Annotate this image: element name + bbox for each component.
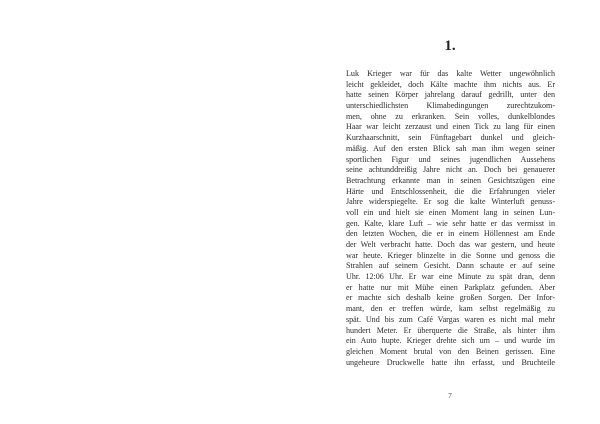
text-line: Haar war leicht zerzaust und einen Tick zu lang für einen [346, 122, 555, 132]
text-line: ungeheure Druckwelle hatte ihn erfasst, und Bruchteile [346, 357, 555, 367]
text-line: der Welt verbracht hatte. Doch das war gestern, und heute [346, 240, 555, 249]
text-line: er machte sich deshalb keine großen Sorgen. Der Infor- [346, 293, 555, 303]
text-line: Luk Krieger war für das kalte Wetter ungewöhnlich [346, 69, 555, 78]
text-line: spät. Und bis zum Café Vargas waren es nicht mal mehr [346, 314, 555, 324]
body-text [346, 69, 555, 368]
text-line: leicht gekleidet, doch Kälte machte ihm nichts aus. Er [346, 79, 555, 89]
text-line: den letzten Wochen, die er in einem Höllennest am Ende [346, 229, 555, 239]
text-line: ein Auto hupte. Krieger drehte sich um – und wurde im [346, 336, 555, 346]
text-line: gen. Kalte, klare Luft – wie sehr hatte er das vermisst in [346, 218, 555, 228]
text-line: seine achtunddreißig Jahre nicht an. Doch bei genauerer [346, 165, 555, 175]
text-line: mäßig. Auf den ersten Blick sah man ihm wegen seiner [346, 143, 555, 153]
text-line: Uhr. 12:06 Uhr. Er war eine Minute zu spät dran, denn [346, 272, 555, 282]
text-line: mant, den er treffen würde, kam selbst regelmäßig zu [346, 304, 555, 314]
text-line: gleichen Moment brutal von den Beinen gerissen. Eine [346, 346, 555, 356]
text-line: Betrachtung erkannte man in seinen Gesichtszügen eine [346, 175, 555, 185]
text-line: Jahre widerspiegelte. Er sog die kalte Winterluft genuss- [346, 197, 555, 207]
text-line: men, ohne zu erkranken. Sein volles, dunkelblondes [346, 111, 555, 121]
text-line: Strahlen auf seinem Gesicht. Dann schaute er auf seine [346, 261, 555, 271]
text-line: Härte und Entschlossenheit, die die Erfahrungen vieler [346, 186, 555, 196]
text-line: hatte seinen Körper jahrelang darauf gedrillt, unter den [346, 90, 555, 100]
text-line: unterschiedlichsten Klimabedingungen zurechtzukom- [346, 101, 555, 111]
chapter-heading: 1. [444, 38, 456, 54]
page-number: 7 [448, 392, 452, 400]
text-line: war heute. Krieger blinzelte in die Sonne und genoss die [346, 250, 555, 260]
text-line: voll ein und hielt sie einen Moment lang in seinen Lun- [346, 207, 555, 217]
text-line: hundert Meter. Er überquerte die Straße, als hinter ihm [346, 325, 555, 335]
text-line: er hatte nur mit Mühe einen Parkplatz gefunden. Aber [346, 282, 555, 292]
right-page [300, 0, 600, 424]
text-line: sportlichen Figur und seines jugendlichen Aussehens [346, 154, 555, 164]
text-line: Kurzhaarschnitt, sein Fünftagebart dunkel und gleich- [346, 133, 555, 143]
